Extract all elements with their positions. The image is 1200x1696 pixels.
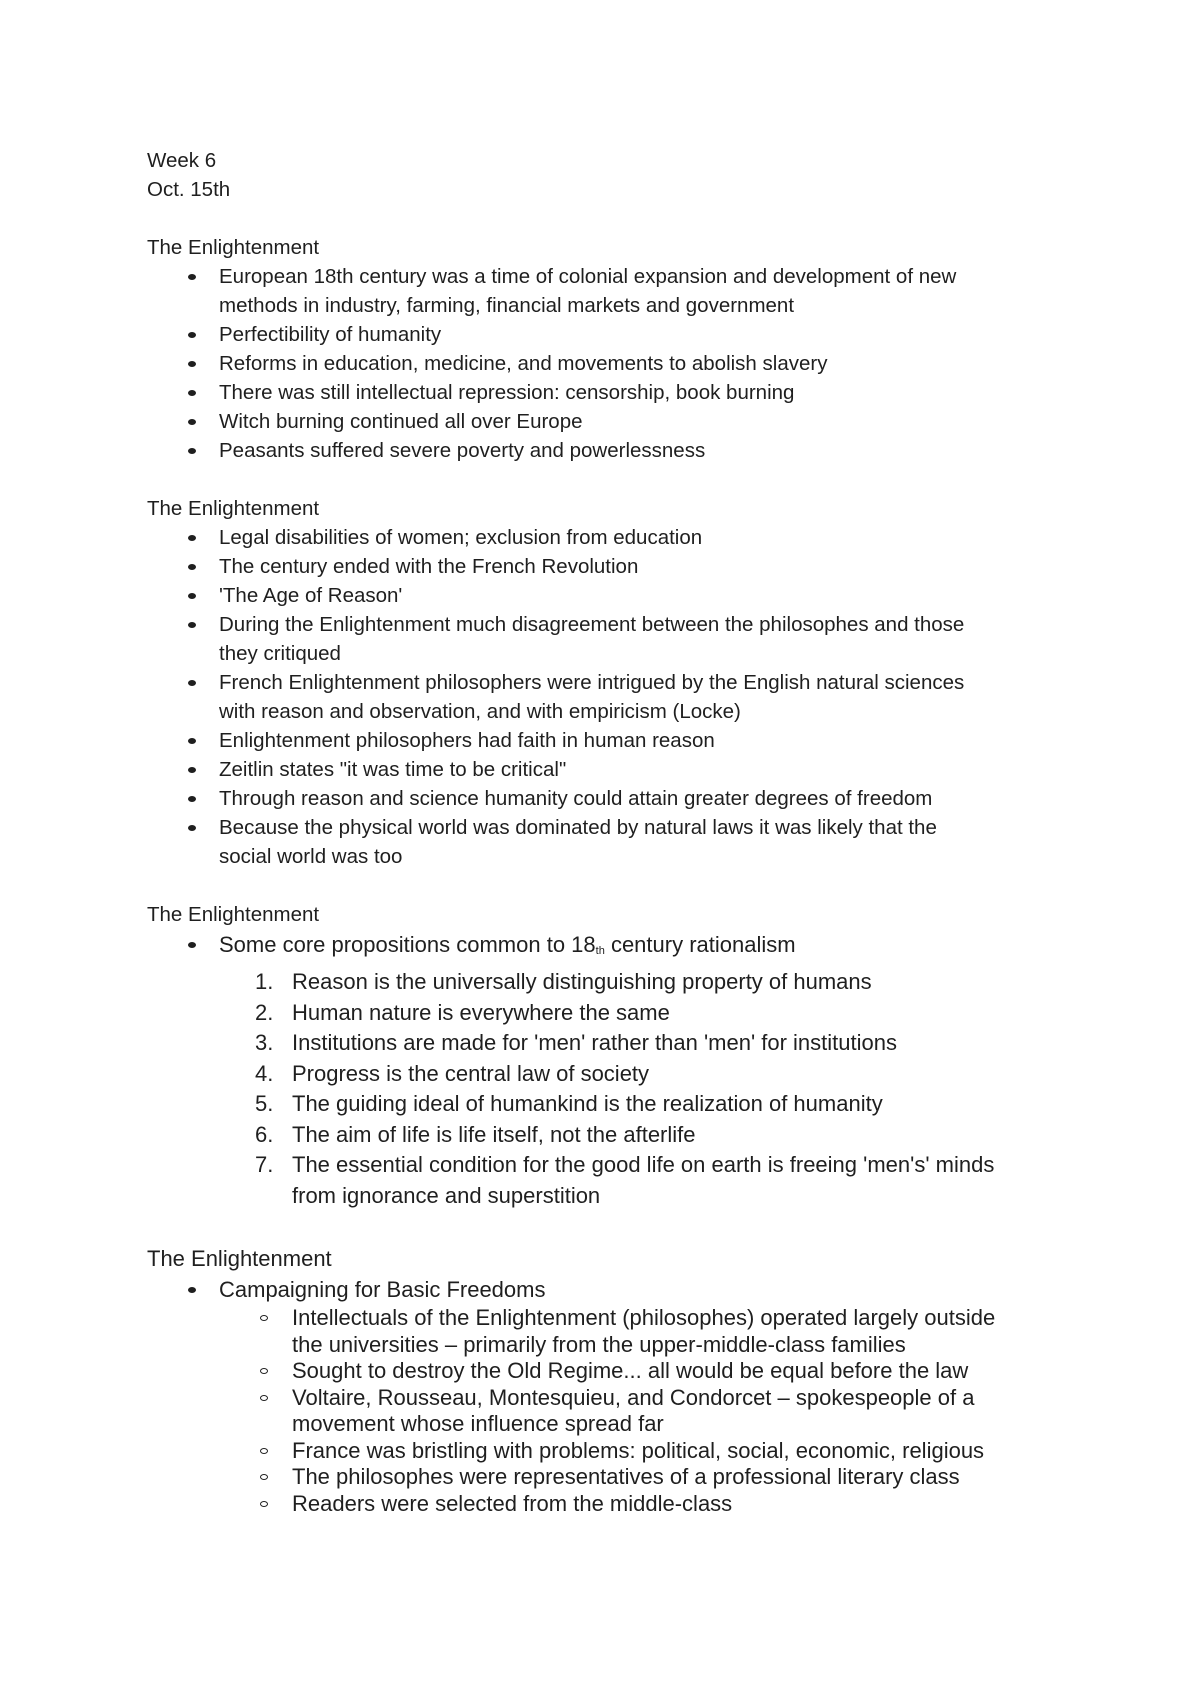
week-heading: Week 6 (147, 149, 217, 172)
list-item: There was still intellectual repression: censorship, book burning (147, 378, 1067, 407)
list-item: Because the physical world was dominated by natural laws it was likely that the social world was too (147, 813, 1067, 871)
list-item: Peasants suffered severe poverty and powerlessness (147, 436, 1067, 465)
numbered-item: 4. Progress is the central law of society (255, 1060, 650, 1086)
sub-list-item: France was bristling with problems: political, social, economic, religious (147, 1438, 1067, 1465)
list-item: Through reason and science humanity could attain greater degrees of freedom (147, 784, 1067, 813)
sub-bullet-list (147, 1305, 1067, 1517)
bullet-list (147, 1274, 1067, 1305)
list-item: Some core propositions common to 18th century rationalism (147, 929, 1067, 967)
sub-list-item: Voltaire, Rousseau, Montesquieu, and Condorcet – spokespeople of a movement whose influence spread far (147, 1385, 1067, 1438)
numbered-item: 6. The aim of life is life itself, not the afterlife (255, 1121, 696, 1147)
list-item: Enlightenment philosophers had faith in human reason (147, 726, 1067, 755)
list-item: Perfectibility of humanity (147, 320, 1067, 349)
list-item: During the Enlightenment much disagreement between the philosophes and those they critiqued (147, 610, 1067, 668)
section-title: The Enlightenment (147, 903, 320, 926)
sub-list-item: The philosophes were representatives of a professional literary class (147, 1464, 1067, 1491)
sub-list-item: Intellectuals of the Enlightenment (philosophes) operated largely outside the universities – primarily from the upper-middle-class families (147, 1305, 1067, 1358)
document-body (147, 146, 1067, 1517)
section-title: The Enlightenment (147, 1246, 332, 1271)
list-item: Witch burning continued all over Europe (147, 407, 1067, 436)
date-heading: Oct. 15th (147, 178, 231, 201)
sub-list-item: Sought to destroy the Old Regime... all would be equal before the law (147, 1358, 1067, 1385)
numbered-item: 5. The guiding ideal of humankind is the realization of humanity (255, 1091, 883, 1116)
list-item: Legal disabilities of women; exclusion from education (147, 523, 1067, 552)
section-2 (147, 494, 1067, 871)
list-item: 'The Age of Reason' (147, 581, 1067, 610)
bullet-list (147, 523, 1067, 871)
section-title: The Enlightenment (147, 497, 320, 520)
numbered-item: 3. Institutions are made for 'men' rather than 'men' for institutions (255, 1030, 897, 1055)
list-item: Campaigning for Basic Freedoms (147, 1274, 1067, 1305)
section-title: The Enlightenment (147, 236, 320, 259)
list-item: French Enlightenment philosophers were intrigued by the English natural sciences with reason and observation, and with empiricism (Locke) (147, 668, 1067, 726)
section-3 (147, 900, 1067, 1211)
list-item: Reforms in education, medicine, and movements to abolish slavery (147, 349, 1067, 378)
numbered-item: 1. Reason is the universally distinguishing property of humans (255, 969, 872, 994)
bullet-list (147, 262, 1067, 465)
numbered-item: 7. The essential condition for the good life on earth is freeing 'men's' minds from ignorance and superstition (255, 1152, 995, 1208)
bullet-list (147, 929, 1067, 967)
numbered-item: 2. Human nature is everywhere the same (255, 999, 670, 1025)
list-item: The century ended with the French Revolution (147, 552, 1067, 581)
section-4 (147, 1243, 1067, 1517)
section-1 (147, 233, 1067, 465)
sub-list-item: Readers were selected from the middle-class (147, 1491, 1067, 1518)
list-item: Zeitlin states "it was time to be critical" (147, 755, 1067, 784)
numbered-list (147, 967, 1067, 1211)
list-item: European 18th century was a time of colonial expansion and development of new methods in industry, farming, financial markets and government (147, 262, 1067, 320)
